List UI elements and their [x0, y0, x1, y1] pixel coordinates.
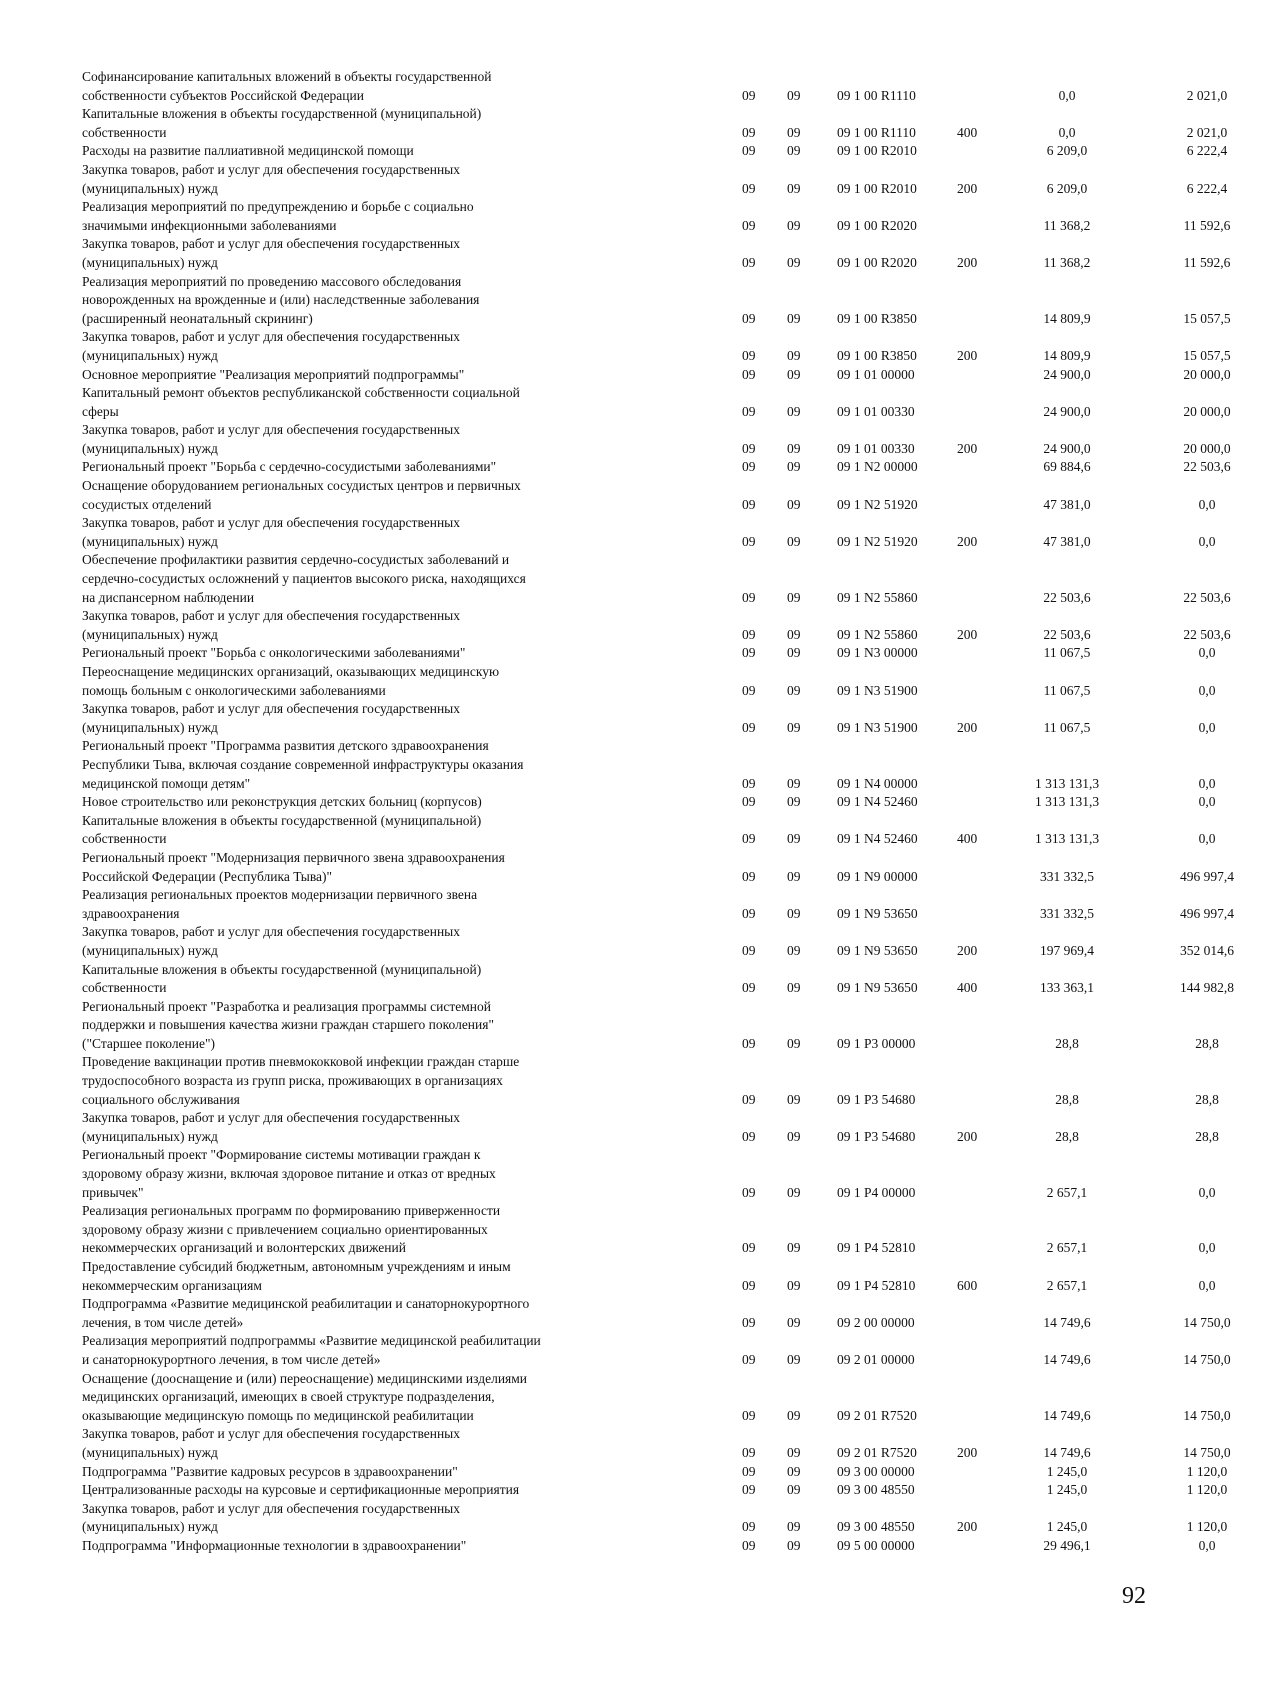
table-row — [82, 68, 1228, 105]
table-row — [82, 793, 1216, 812]
budget-table — [82, 68, 1234, 1556]
row-expense-type: 400 — [957, 980, 978, 996]
table-row — [82, 273, 1231, 329]
row-subsection: 09 — [787, 1035, 801, 1051]
row-section: 09 — [742, 124, 756, 140]
row-amount-year2: 1 120,0 — [1186, 1463, 1228, 1479]
row-amount-year2: 496 997,4 — [1180, 868, 1234, 884]
row-subsection: 09 — [787, 1444, 801, 1460]
row-target-article: 09 5 00 00000 — [837, 1537, 915, 1553]
row-name: Подпрограмма «Развитие медицинской реабилитации и санаторнокурортного лечения, в том числе детей» — [82, 1296, 530, 1330]
row-subsection: 09 — [787, 459, 801, 475]
row-amount-year2: 15 057,5 — [1183, 310, 1231, 326]
row-section: 09 — [742, 682, 756, 698]
row-amount-year1: 14 749,6 — [1043, 1444, 1091, 1460]
row-name: Региональный проект "Модернизация первичного звена здравоохранения Российской Федерации (Республика Тыва)" — [82, 849, 505, 884]
table-row — [82, 514, 1216, 551]
row-expense-type: 200 — [957, 719, 978, 735]
row-target-article: 09 2 01 R7520 — [837, 1407, 917, 1423]
table-row — [82, 458, 1231, 477]
row-amount-year2: 0,0 — [1198, 1240, 1216, 1256]
row-amount-year1: 47 381,0 — [1043, 533, 1091, 549]
row-section: 09 — [742, 626, 756, 642]
row-amount-year2: 0,0 — [1198, 831, 1216, 847]
row-name: Расходы на развитие паллиативной медицинской помощи — [82, 143, 414, 159]
row-subsection: 09 — [787, 124, 801, 140]
row-target-article: 09 1 P3 00000 — [837, 1035, 916, 1051]
row-section: 09 — [742, 719, 756, 735]
row-amount-year2: 14 750,0 — [1183, 1444, 1231, 1460]
row-subsection: 09 — [787, 1240, 801, 1256]
row-target-article: 09 1 00 R3850 — [837, 347, 917, 363]
table-row — [82, 1146, 1216, 1202]
row-name: Региональный проект "Борьба с онкологическими заболеваниями" — [82, 645, 466, 661]
row-amount-year2: 22 503,6 — [1183, 589, 1231, 605]
row-section: 09 — [742, 942, 756, 958]
row-target-article: 09 1 N2 00000 — [837, 459, 918, 475]
row-section: 09 — [742, 1519, 756, 1535]
row-amount-year1: 1 245,0 — [1046, 1463, 1088, 1479]
row-amount-year1: 1 313 131,3 — [1034, 794, 1100, 810]
row-amount-year1: 133 363,1 — [1040, 980, 1094, 996]
row-amount-year2: 2 021,0 — [1186, 87, 1228, 103]
row-amount-year2: 20 000,0 — [1183, 440, 1231, 456]
row-target-article: 09 1 N2 51920 — [837, 496, 918, 512]
table-row — [82, 961, 1234, 998]
row-name: Основное мероприятие "Реализация мероприятий подпрограммы" — [82, 366, 465, 382]
row-name: Реализация мероприятий по предупреждению и борьбе с социально значимыми инфекционными заболеваниями — [82, 199, 474, 233]
row-target-article: 09 1 P4 52810 — [837, 1277, 916, 1293]
row-amount-year1: 14 809,9 — [1043, 310, 1091, 326]
row-amount-year2: 28,8 — [1195, 1035, 1219, 1051]
row-name: Региональный проект "Разработка и реализация программы системной поддержки и повышения качества жизни граждан старшего поколения" ("Старшее поколение") — [82, 998, 494, 1051]
row-amount-year2: 22 503,6 — [1183, 459, 1231, 475]
row-amount-year2: 22 503,6 — [1183, 626, 1231, 642]
row-section: 09 — [742, 1537, 756, 1553]
row-amount-year2: 6 222,4 — [1186, 180, 1228, 196]
row-section: 09 — [742, 440, 756, 456]
row-expense-type: 200 — [957, 533, 978, 549]
table-row — [82, 1537, 1216, 1556]
row-subsection: 09 — [787, 217, 801, 233]
row-target-article: 09 1 N9 53650 — [837, 942, 918, 958]
table-row — [82, 477, 1216, 514]
row-name: Закупка товаров, работ и услуг для обеспечения государственных (муниципальных) нужд — [82, 329, 461, 363]
row-target-article: 09 1 N2 55860 — [837, 589, 918, 605]
row-name: Подпрограмма "Информационные технологии в здравоохранении" — [82, 1537, 467, 1553]
row-amount-year1: 2 657,1 — [1046, 1277, 1088, 1293]
row-amount-year1: 29 496,1 — [1043, 1537, 1091, 1553]
row-name: Капитальные вложения в объекты государственной (муниципальной) собственности — [82, 106, 482, 140]
table-row — [82, 737, 1216, 793]
row-amount-year1: 1 245,0 — [1046, 1519, 1088, 1535]
row-amount-year1: 11 368,2 — [1043, 254, 1091, 270]
row-amount-year1: 11 067,5 — [1043, 719, 1091, 735]
row-section: 09 — [742, 1314, 756, 1330]
row-name: Закупка товаров, работ и услуг для обеспечения государственных (муниципальных) нужд — [82, 515, 461, 549]
row-subsection: 09 — [787, 719, 801, 735]
row-subsection: 09 — [787, 1091, 801, 1107]
row-subsection: 09 — [787, 775, 801, 791]
row-name: Закупка товаров, работ и услуг для обеспечения государственных (муниципальных) нужд — [82, 161, 461, 196]
row-target-article: 09 1 N3 51900 — [837, 682, 918, 698]
row-name: Закупка товаров, работ и услуг для обеспечения государственных (муниципальных) нужд — [82, 608, 461, 642]
row-amount-year2: 2 021,0 — [1186, 124, 1228, 140]
row-section: 09 — [742, 905, 756, 921]
row-amount-year2: 14 750,0 — [1183, 1314, 1231, 1330]
row-amount-year2: 6 222,4 — [1186, 143, 1228, 159]
row-subsection: 09 — [787, 143, 801, 159]
row-amount-year1: 0,0 — [1058, 87, 1076, 103]
row-subsection: 09 — [787, 1519, 801, 1535]
row-amount-year2: 144 982,8 — [1180, 980, 1234, 996]
row-amount-year1: 2 657,1 — [1046, 1240, 1088, 1256]
row-name: Реализация мероприятий подпрограммы «Развитие медицинской реабилитации и санаторнокурортного лечения, в том числе детей» — [82, 1333, 541, 1367]
row-section: 09 — [742, 1463, 756, 1479]
row-expense-type: 200 — [957, 1519, 978, 1535]
row-subsection: 09 — [787, 1184, 801, 1200]
row-subsection: 09 — [787, 980, 801, 996]
row-name: Закупка товаров, работ и услуг для обеспечения государственных (муниципальных) нужд — [82, 1426, 461, 1460]
row-amount-year2: 28,8 — [1195, 1091, 1219, 1107]
table-row — [82, 1463, 1228, 1482]
table-row — [82, 849, 1234, 886]
table-row — [82, 366, 1231, 385]
row-amount-year2: 0,0 — [1198, 496, 1216, 512]
row-amount-year2: 28,8 — [1195, 1128, 1219, 1144]
row-section: 09 — [742, 143, 756, 159]
row-section: 09 — [742, 533, 756, 549]
row-section: 09 — [742, 1091, 756, 1107]
table-row — [82, 1295, 1231, 1332]
row-amount-year1: 24 900,0 — [1043, 403, 1091, 419]
table-row — [82, 1109, 1219, 1146]
row-subsection: 09 — [787, 496, 801, 512]
row-subsection: 09 — [787, 942, 801, 958]
row-amount-year2: 11 592,6 — [1183, 217, 1231, 233]
row-section: 09 — [742, 310, 756, 326]
row-amount-year1: 6 209,0 — [1046, 180, 1088, 196]
row-amount-year2: 0,0 — [1198, 1537, 1216, 1553]
row-name: Реализация региональных программ по формированию приверженности здоровому образу жизни с привлечением социально ориентированных некоммерческих организаций и волонтерских движений — [82, 1203, 501, 1256]
row-amount-year2: 0,0 — [1198, 533, 1216, 549]
row-subsection: 09 — [787, 254, 801, 270]
row-amount-year1: 197 969,4 — [1040, 942, 1094, 958]
row-amount-year1: 11 067,5 — [1043, 682, 1091, 698]
row-amount-year2: 1 120,0 — [1186, 1519, 1228, 1535]
row-target-article: 09 2 01 00000 — [837, 1351, 915, 1367]
table-row — [82, 1053, 1219, 1109]
row-amount-year1: 331 332,5 — [1040, 868, 1094, 884]
row-amount-year1: 1 245,0 — [1046, 1482, 1088, 1498]
row-amount-year2: 20 000,0 — [1183, 366, 1231, 382]
row-expense-type: 200 — [957, 440, 978, 456]
row-target-article: 09 1 01 00330 — [837, 403, 915, 419]
table-row — [82, 328, 1231, 365]
row-amount-year2: 0,0 — [1198, 1184, 1216, 1200]
row-subsection: 09 — [787, 310, 801, 326]
table-row — [82, 198, 1231, 235]
row-subsection: 09 — [787, 1351, 801, 1367]
row-amount-year1: 331 332,5 — [1040, 905, 1094, 921]
row-expense-type: 200 — [957, 254, 978, 270]
row-name: Региональный проект "Формирование системы мотивации граждан к здоровому образу жизни, включая здоровое питание и отказ от вредных привычек" — [82, 1147, 496, 1200]
table-row — [82, 421, 1231, 458]
row-target-article: 09 1 00 R1110 — [837, 124, 916, 140]
row-name: Закупка товаров, работ и услуг для обеспечения государственных (муниципальных) нужд — [82, 701, 461, 735]
table-row — [82, 105, 1228, 142]
row-amount-year2: 0,0 — [1198, 794, 1216, 810]
row-amount-year2: 20 000,0 — [1183, 403, 1231, 419]
table-row — [82, 1258, 1216, 1295]
row-name: Новое строительство или реконструкция детских больниц (корпусов) — [82, 794, 482, 810]
row-target-article: 09 3 00 00000 — [837, 1463, 915, 1479]
page-number: 92 — [1122, 1583, 1146, 1609]
table-row — [82, 998, 1219, 1054]
row-amount-year2: 11 592,6 — [1183, 254, 1231, 270]
row-section: 09 — [742, 459, 756, 475]
row-subsection: 09 — [787, 440, 801, 456]
row-expense-type: 200 — [957, 1128, 978, 1144]
row-expense-type: 600 — [957, 1277, 978, 1293]
row-amount-year2: 0,0 — [1198, 1277, 1216, 1293]
row-name: Региональный проект "Программа развития детского здравоохранения Республики Тыва, включая создание современной инфраструктуры оказания медицинской помощи детям" — [82, 738, 524, 791]
table-row — [82, 1370, 1231, 1426]
row-target-article: 09 1 N4 52460 — [837, 831, 918, 847]
row-name: Предоставление субсидий бюджетным, автономным учреждениям и иным некоммерческим организациям — [82, 1259, 511, 1293]
row-section: 09 — [742, 980, 756, 996]
row-target-article: 09 1 N9 53650 — [837, 980, 918, 996]
row-section: 09 — [742, 868, 756, 884]
row-section: 09 — [742, 496, 756, 512]
table-row — [82, 1202, 1216, 1258]
table-row — [82, 812, 1216, 849]
table-row — [82, 142, 1228, 161]
row-amount-year2: 0,0 — [1198, 719, 1216, 735]
row-target-article: 09 2 00 00000 — [837, 1314, 915, 1330]
row-target-article: 09 1 N4 00000 — [837, 775, 918, 791]
table-row — [82, 700, 1216, 737]
table-row — [82, 161, 1228, 198]
table-row — [82, 551, 1231, 607]
row-section: 09 — [742, 645, 756, 661]
row-subsection: 09 — [787, 87, 801, 103]
row-section: 09 — [742, 1184, 756, 1200]
row-target-article: 09 1 00 R2020 — [837, 254, 917, 270]
row-expense-type: 200 — [957, 180, 978, 196]
row-name: Капитальные вложения в объекты государственной (муниципальной) собственности — [82, 812, 482, 847]
row-target-article: 09 1 P3 54680 — [837, 1091, 916, 1107]
row-section: 09 — [742, 1351, 756, 1367]
row-section: 09 — [742, 347, 756, 363]
table-row — [82, 644, 1216, 663]
row-name: Закупка товаров, работ и услуг для обеспечения государственных (муниципальных) нужд — [82, 236, 461, 270]
row-amount-year1: 1 313 131,3 — [1034, 831, 1100, 847]
row-amount-year2: 15 057,5 — [1183, 347, 1231, 363]
row-target-article: 09 1 N3 00000 — [837, 645, 918, 661]
row-name: Закупка товаров, работ и услуг для обеспечения государственных (муниципальных) нужд — [82, 1500, 461, 1535]
row-amount-year1: 69 884,6 — [1043, 459, 1091, 475]
row-subsection: 09 — [787, 905, 801, 921]
row-name: Софинансирование капитальных вложений в объекты государственной собственности субъектов Российской Федерации — [82, 69, 492, 103]
row-amount-year1: 24 900,0 — [1043, 440, 1091, 456]
row-section: 09 — [742, 1240, 756, 1256]
row-target-article: 09 1 N4 52460 — [837, 794, 918, 810]
row-target-article: 09 1 N9 00000 — [837, 868, 918, 884]
row-section: 09 — [742, 1035, 756, 1051]
row-amount-year1: 2 657,1 — [1046, 1184, 1088, 1200]
row-target-article: 09 1 00 R2010 — [837, 143, 917, 159]
row-subsection: 09 — [787, 645, 801, 661]
row-subsection: 09 — [787, 1407, 801, 1423]
table-body — [82, 68, 1234, 1556]
row-subsection: 09 — [787, 1277, 801, 1293]
row-name: Переоснащение медицинских организаций, оказывающих медицинскую помощь больным с онкологическими заболеваниями — [82, 664, 500, 698]
row-amount-year1: 24 900,0 — [1043, 366, 1091, 382]
row-target-article: 09 1 00 R1110 — [837, 87, 916, 103]
row-amount-year1: 28,8 — [1055, 1035, 1079, 1051]
row-subsection: 09 — [787, 1463, 801, 1479]
row-amount-year1: 14 809,9 — [1043, 347, 1091, 363]
row-name: Реализация мероприятий по проведению массового обследования новорожденных на врожденные и (или) наследственные заболевания (расширенный неонатальный скрининг) — [82, 273, 480, 326]
row-section: 09 — [742, 1407, 756, 1423]
row-section: 09 — [742, 775, 756, 791]
row-subsection: 09 — [787, 626, 801, 642]
row-target-article: 09 1 P4 52810 — [837, 1240, 916, 1256]
row-subsection: 09 — [787, 1314, 801, 1330]
row-expense-type: 400 — [957, 124, 978, 140]
row-subsection: 09 — [787, 1482, 801, 1498]
table-row — [82, 607, 1231, 644]
row-section: 09 — [742, 180, 756, 196]
row-expense-type: 200 — [957, 626, 978, 642]
table-row — [82, 384, 1231, 421]
row-target-article: 09 1 P4 00000 — [837, 1184, 916, 1200]
row-target-article: 09 1 N2 55860 — [837, 626, 918, 642]
row-name: Региональный проект "Борьба с сердечно-сосудистыми заболеваниями" — [82, 459, 497, 475]
row-section: 09 — [742, 217, 756, 233]
row-target-article: 09 2 01 R7520 — [837, 1444, 917, 1460]
row-amount-year1: 6 209,0 — [1046, 143, 1088, 159]
row-section: 09 — [742, 589, 756, 605]
row-amount-year1: 22 503,6 — [1043, 589, 1091, 605]
row-subsection: 09 — [787, 533, 801, 549]
row-target-article: 09 1 N3 51900 — [837, 719, 918, 735]
row-subsection: 09 — [787, 1537, 801, 1553]
row-target-article: 09 1 N2 51920 — [837, 533, 918, 549]
table-row — [82, 886, 1234, 923]
row-amount-year1: 14 749,6 — [1043, 1351, 1091, 1367]
row-section: 09 — [742, 1444, 756, 1460]
row-amount-year2: 14 750,0 — [1183, 1407, 1231, 1423]
table-row — [82, 235, 1231, 272]
row-target-article: 09 1 00 R2020 — [837, 217, 917, 233]
row-amount-year1: 1 313 131,3 — [1034, 775, 1100, 791]
row-section: 09 — [742, 403, 756, 419]
row-subsection: 09 — [787, 1128, 801, 1144]
row-target-article: 09 1 00 R3850 — [837, 310, 917, 326]
row-subsection: 09 — [787, 366, 801, 382]
row-name: Капитальный ремонт объектов республиканской собственности социальной сферы — [82, 385, 520, 419]
row-amount-year2: 14 750,0 — [1183, 1351, 1231, 1367]
row-section: 09 — [742, 87, 756, 103]
row-name: Закупка товаров, работ и услуг для обеспечения государственных (муниципальных) нужд — [82, 924, 461, 958]
table-row — [82, 1332, 1231, 1369]
row-amount-year1: 22 503,6 — [1043, 626, 1091, 642]
row-section: 09 — [742, 366, 756, 382]
row-expense-type: 200 — [957, 1444, 978, 1460]
row-target-article: 09 3 00 48550 — [837, 1482, 915, 1498]
row-target-article: 09 1 P3 54680 — [837, 1128, 916, 1144]
row-subsection: 09 — [787, 682, 801, 698]
row-target-article: 09 1 00 R2010 — [837, 180, 917, 196]
row-amount-year2: 496 997,4 — [1180, 905, 1234, 921]
row-target-article: 09 1 01 00000 — [837, 366, 915, 382]
row-name: Реализация региональных проектов модернизации первичного звена здравоохранения — [82, 887, 478, 921]
row-amount-year2: 0,0 — [1198, 682, 1216, 698]
row-amount-year2: 0,0 — [1198, 775, 1216, 791]
row-name: Проведение вакцинации против пневмококковой инфекции граждан старше трудоспособного возраста из групп риска, проживающих в организациях социального обслуживания — [82, 1054, 520, 1107]
row-subsection: 09 — [787, 589, 801, 605]
row-name: Закупка товаров, работ и услуг для обеспечения государственных (муниципальных) нужд — [82, 422, 461, 456]
row-name: Централизованные расходы на курсовые и сертификационные мероприятия — [82, 1482, 520, 1498]
table-row — [82, 1481, 1228, 1500]
row-amount-year1: 14 749,6 — [1043, 1407, 1091, 1423]
row-expense-type: 400 — [957, 831, 978, 847]
row-name: Подпрограмма "Развитие кадровых ресурсов в здравоохранении" — [82, 1463, 458, 1479]
row-subsection: 09 — [787, 180, 801, 196]
row-target-article: 09 1 N9 53650 — [837, 905, 918, 921]
row-amount-year1: 14 749,6 — [1043, 1314, 1091, 1330]
row-name: Оснащение (дооснащение и (или) переоснащение) медицинскими изделиями медицинских организаций, имеющих в своей структуре подразделения, оказывающие медицинскую помощь по медицинской реабилитации — [82, 1370, 528, 1423]
row-section: 09 — [742, 1128, 756, 1144]
row-name: Оснащение оборудованием региональных сосудистых центров и первичных сосудистых отделений — [82, 478, 521, 512]
row-amount-year2: 0,0 — [1198, 645, 1216, 661]
row-expense-type: 200 — [957, 347, 978, 363]
row-subsection: 09 — [787, 347, 801, 363]
row-target-article: 09 3 00 48550 — [837, 1519, 915, 1535]
row-section: 09 — [742, 1277, 756, 1293]
row-name: Закупка товаров, работ и услуг для обеспечения государственных (муниципальных) нужд — [82, 1110, 461, 1144]
row-amount-year1: 11 368,2 — [1043, 217, 1091, 233]
row-amount-year2: 352 014,6 — [1180, 942, 1234, 958]
table-row — [82, 1425, 1231, 1462]
row-subsection: 09 — [787, 831, 801, 847]
row-amount-year2: 1 120,0 — [1186, 1482, 1228, 1498]
row-amount-year1: 11 067,5 — [1043, 645, 1091, 661]
row-amount-year1: 28,8 — [1055, 1091, 1079, 1107]
row-expense-type: 200 — [957, 942, 978, 958]
row-amount-year1: 47 381,0 — [1043, 496, 1091, 512]
table-row — [82, 923, 1234, 960]
table-row — [82, 1500, 1228, 1537]
row-amount-year1: 28,8 — [1055, 1128, 1079, 1144]
row-section: 09 — [742, 254, 756, 270]
table-row — [82, 663, 1216, 700]
row-section: 09 — [742, 831, 756, 847]
row-name: Капитальные вложения в объекты государственной (муниципальной) собственности — [82, 961, 482, 996]
row-subsection: 09 — [787, 794, 801, 810]
row-subsection: 09 — [787, 403, 801, 419]
row-section: 09 — [742, 794, 756, 810]
row-name: Обеспечение профилактики развития сердечно-сосудистых заболеваний и сердечно-сосудистых осложнений у пациентов высокого риска, находящихся на диспансерном наблюдении — [82, 552, 526, 605]
row-subsection: 09 — [787, 868, 801, 884]
row-section: 09 — [742, 1482, 756, 1498]
row-amount-year1: 0,0 — [1058, 124, 1076, 140]
row-target-article: 09 1 01 00330 — [837, 440, 915, 456]
